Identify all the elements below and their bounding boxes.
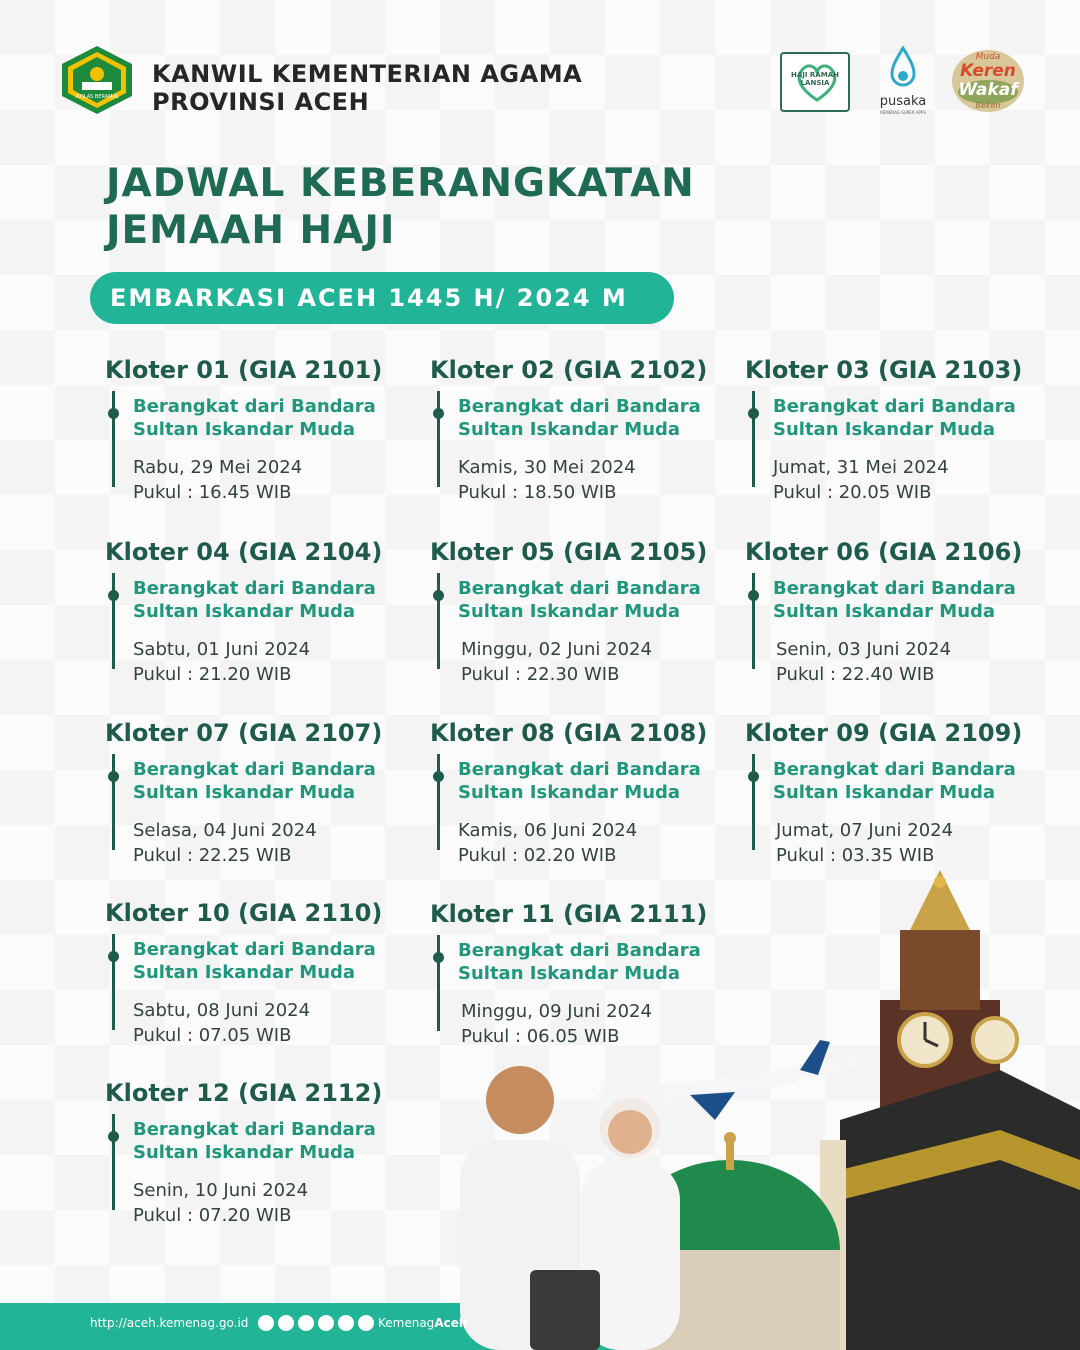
kloter-card [105,718,405,866]
timeline-line [112,754,115,850]
page-title [106,160,695,254]
departure-info [773,758,1016,804]
departure-date: Minggu, 09 Juni 2024 [461,1001,652,1022]
departure-time: Pukul : 22.40 WIB [776,664,935,685]
kloter-heading: Kloter 07 (GIA 2107) [105,719,383,747]
departure-time: Pukul : 07.20 WIB [133,1205,292,1226]
timeline-dot [108,1131,119,1142]
kloter-card [430,537,730,685]
departure-line-1: Berangkat dari Bandara [458,396,701,417]
timeline-line [752,754,755,850]
departure-time: Pukul : 03.35 WIB [776,845,935,866]
timeline-dot [433,771,444,782]
departure-line-2: Sultan Iskandar Muda [458,782,681,803]
timeline-dot [433,590,444,601]
departure-info [458,395,701,441]
kloter-card [105,1078,405,1226]
departure-line-2: Sultan Iskandar Muda [458,963,681,984]
pusaka-drop-icon [888,46,918,92]
departure-date: Rabu, 29 Mei 2024 [133,457,303,478]
departure-date: Senin, 03 Juni 2024 [776,639,952,660]
departure-date: Sabtu, 08 Juni 2024 [133,1000,311,1021]
wakaf-badge [946,44,1030,116]
kloter-card [105,898,405,1046]
departure-line-2: Sultan Iskandar Muda [133,1142,356,1163]
departure-time: Pukul : 16.45 WIB [133,482,292,503]
wakaf-text-1: Muda [975,52,1001,62]
timeline-line [752,391,755,487]
schedule-info [133,998,310,1048]
instagram-icon[interactable] [258,1315,274,1331]
schedule-info [773,455,949,505]
kloter-card [430,355,730,503]
kloter-heading: Kloter 01 (GIA 2101) [105,356,383,384]
departure-time: Pukul : 22.30 WIB [461,664,620,685]
departure-line-1: Berangkat dari Bandara [773,578,1016,599]
org-line-2: PROVINSI ACEH [152,88,370,116]
timeline-line [437,391,440,487]
departure-line-2: Sultan Iskandar Muda [773,419,996,440]
kloter-heading: Kloter 12 (GIA 2112) [105,1079,383,1107]
departure-time: Pukul : 18.50 WIB [458,482,617,503]
departure-line-1: Berangkat dari Bandara [133,578,376,599]
departure-info [133,577,376,623]
departure-line-2: Sultan Iskandar Muda [133,601,356,622]
haji-ramah-lansia-badge [780,52,850,112]
timeline-line [752,573,755,669]
departure-line-1: Berangkat dari Bandara [773,396,1016,417]
timeline-dot [108,951,119,962]
organization-name [152,60,582,116]
schedule-info [133,637,310,687]
kloter-card [745,537,1045,685]
departure-info [773,577,1016,623]
kloter-card [105,537,405,685]
embarkasi-banner: EMBARKASI ACEH 1445 H/ 2024 M [90,272,674,324]
departure-date: Minggu, 02 Juni 2024 [461,639,652,660]
departure-date: Jumat, 07 Juni 2024 [776,820,954,841]
departure-line-2: Sultan Iskandar Muda [133,419,356,440]
departure-info [773,395,1016,441]
departure-line-2: Sultan Iskandar Muda [133,782,356,803]
facebook-icon[interactable] [278,1315,294,1331]
timeline-line [112,573,115,669]
kloter-card [105,355,405,503]
departure-line-1: Berangkat dari Bandara [458,578,701,599]
departure-line-1: Berangkat dari Bandara [133,1119,376,1140]
timeline-dot [748,408,759,419]
pusaka-logo [870,44,936,116]
departure-date: Kamis, 06 Juni 2024 [458,820,638,841]
timeline-dot [108,590,119,601]
kloter-card [745,355,1045,503]
schedule-info [458,455,636,505]
departure-time: Pukul : 02.20 WIB [458,845,617,866]
departure-time: Pukul : 22.25 WIB [133,845,292,866]
hajj-illustration [440,870,1080,1350]
youtube-icon[interactable] [338,1315,354,1331]
kloter-heading: Kloter 11 (GIA 2111) [430,900,708,928]
schedule-info [133,455,302,505]
handle-prefix: Kemenag [378,1316,435,1330]
schedule-info [461,637,652,687]
departure-time: Pukul : 07.05 WIB [133,1025,292,1046]
timeline-line [437,573,440,669]
telegram-icon[interactable] [358,1315,374,1331]
departure-time: Pukul : 06.05 WIB [461,1026,620,1047]
pilgrims-icon [460,1066,680,1350]
handle-bold: Aceh [434,1316,468,1330]
title-line-2: JEMAAH HAJI [106,208,396,253]
social-handle[interactable] [378,1316,467,1330]
departure-line-2: Sultan Iskandar Muda [773,601,996,622]
title-line-1: JADWAL KEBERANGKATAN [106,161,695,206]
kloter-heading: Kloter 10 (GIA 2110) [105,899,383,927]
schedule-info [133,818,317,868]
kemenag-logo [58,44,136,116]
timeline-dot [433,408,444,419]
timeline-line [437,754,440,850]
departure-line-1: Berangkat dari Bandara [133,939,376,960]
tiktok-icon[interactable] [298,1315,314,1331]
svg-text:IKHLAS BERAMAL: IKHLAS BERAMAL [75,94,119,100]
kloter-card [430,718,730,866]
departure-info [133,1118,376,1164]
kloter-heading: Kloter 08 (GIA 2108) [430,719,708,747]
departure-line-1: Berangkat dari Bandara [133,759,376,780]
departure-line-2: Sultan Iskandar Muda [458,419,681,440]
kaaba-icon [840,1070,1080,1350]
departure-line-2: Sultan Iskandar Muda [458,601,681,622]
departure-info [458,758,701,804]
kloter-heading: Kloter 04 (GIA 2104) [105,538,383,566]
badge-haji-text: HAJI RAMAH LANSIA [791,71,839,87]
departure-info [133,938,376,984]
departure-line-1: Berangkat dari Bandara [458,940,701,961]
departure-time: Pukul : 20.05 WIB [773,482,932,503]
departure-info [133,758,376,804]
schedule-info [776,637,951,687]
departure-line-1: Berangkat dari Bandara [133,396,376,417]
timeline-dot [108,408,119,419]
wakaf-text-3: Wakaf [958,80,1018,100]
departure-info [458,577,701,623]
timeline-dot [108,771,119,782]
timeline-line [112,1114,115,1210]
timeline-line [112,391,115,487]
departure-time: Pukul : 21.20 WIB [133,664,292,685]
departure-date: Selasa, 04 Juni 2024 [133,820,317,841]
departure-info [133,395,376,441]
kloter-heading: Kloter 05 (GIA 2105) [430,538,708,566]
kloter-heading: Kloter 02 (GIA 2102) [430,356,708,384]
departure-date: Kamis, 30 Mei 2024 [458,457,636,478]
timeline-dot [748,771,759,782]
departure-date: Jumat, 31 Mei 2024 [773,457,949,478]
schedule-info [776,818,953,868]
org-line-1: KANWIL KEMENTERIAN AGAMA [152,60,583,88]
schedule-info [133,1178,308,1228]
timeline-dot [748,590,759,601]
departure-line-2: Sultan Iskandar Muda [773,782,996,803]
x-icon[interactable] [318,1315,334,1331]
departure-date: Sabtu, 01 Juni 2024 [133,639,311,660]
wakaf-text-2: Keren [960,61,1016,81]
timeline-line [112,934,115,1030]
kloter-heading: Kloter 03 (GIA 2103) [745,356,1023,384]
kloter-card [745,718,1045,866]
kloter-heading: Kloter 09 (GIA 2109) [745,719,1023,747]
pusaka-sub: KEMENAG SUPER APPS [880,110,926,115]
departure-line-2: Sultan Iskandar Muda [133,962,356,983]
departure-line-1: Berangkat dari Bandara [458,759,701,780]
wakaf-text-4: Beken [975,101,1001,110]
pusaka-name: pusaka [879,94,927,109]
schedule-info [458,818,637,868]
footer-url[interactable]: http://aceh.kemenag.go.id [90,1316,249,1330]
departure-line-1: Berangkat dari Bandara [773,759,1016,780]
kloter-heading: Kloter 06 (GIA 2106) [745,538,1023,566]
departure-date: Senin, 10 Juni 2024 [133,1180,309,1201]
